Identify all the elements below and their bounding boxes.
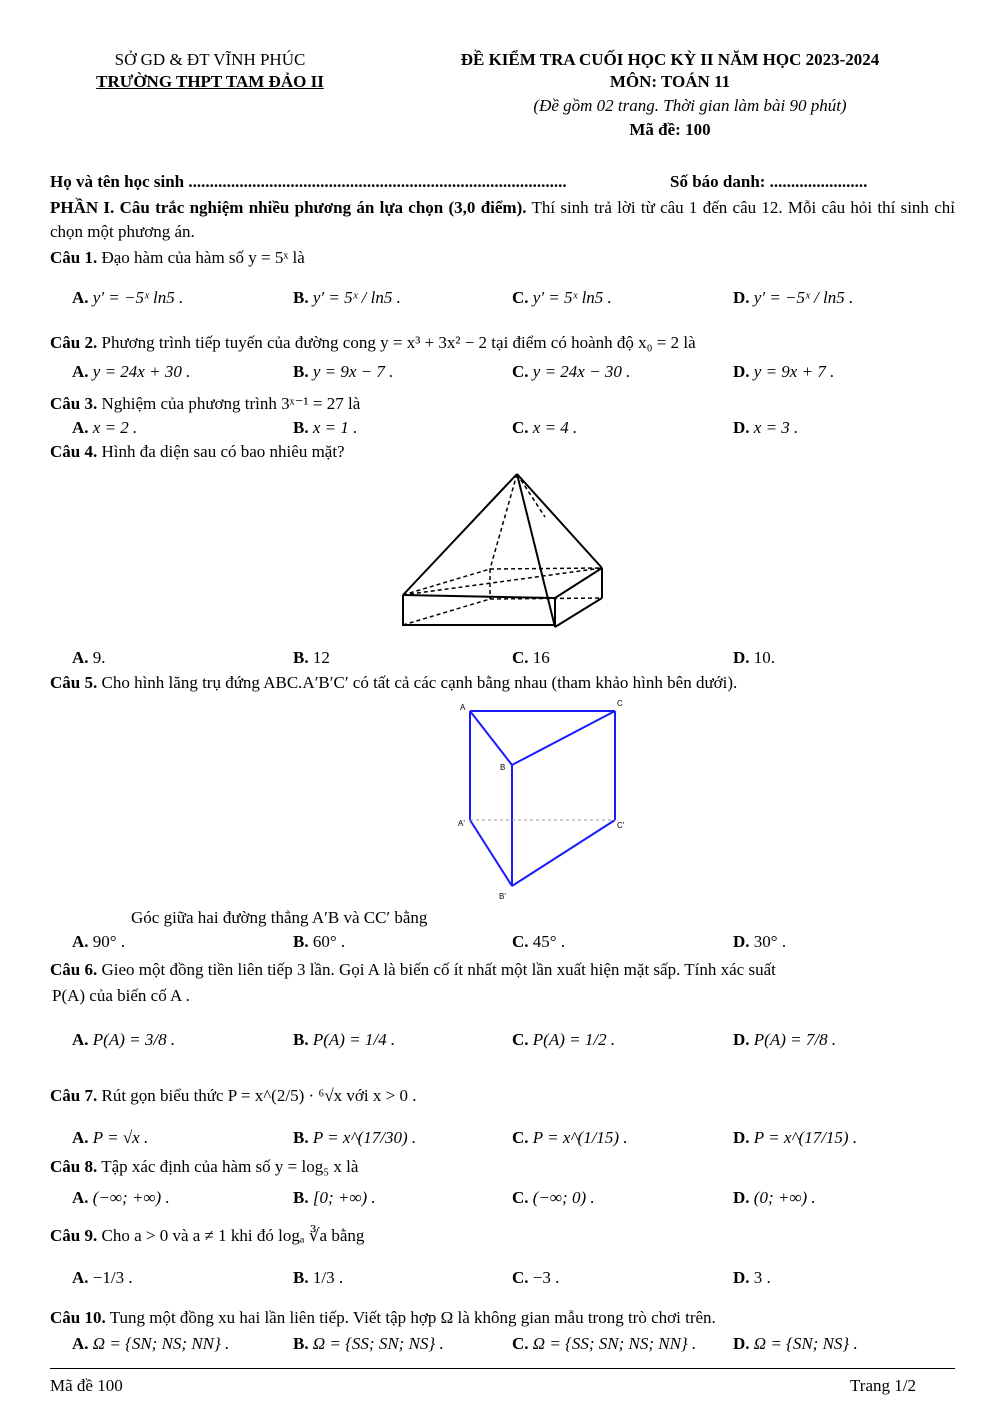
exam-title: ĐỀ KIỂM TRA CUỐI HỌC KỲ II NĂM HỌC 2023-2024 [460,50,880,69]
question-4 [50,442,345,462]
option-b[interactable]: B. 1/3 . [293,1268,344,1287]
question-6-line2: P(A) của biến cố A . [52,986,190,1005]
question-10 [50,1308,716,1328]
vertex-label-a: A [460,703,466,712]
option-c[interactable]: C. Ω = {SS; SN; NS; NN} . [512,1334,697,1353]
question-6-options [0,1030,1000,1054]
option-b[interactable]: B. y′ = 5ˣ / ln5 . [293,288,401,307]
exam-code: Mã đề: 100 [629,120,711,139]
option-d[interactable]: D. x = 3 . [733,418,799,437]
footer-divider [50,1368,955,1369]
option-c[interactable]: C. (−∞; 0) . [512,1188,595,1207]
question-2-options [0,362,1000,386]
question-9-options [0,1268,1000,1292]
vertex-label-b: B [500,763,506,772]
question-number: Câu 3. [50,394,98,413]
prism-figure [450,698,640,903]
school-name: TRƯỜNG THPT TAM ĐẢO II [96,72,324,91]
option-d[interactable]: D. 3 . [733,1268,771,1287]
question-7 [50,1086,416,1106]
vertex-label-a1: A' [458,819,465,828]
option-d[interactable]: D. y′ = −5ˣ / ln5 . [733,288,854,307]
question-text: Tung một đồng xu hai lần liên tiếp. Viết tập hợp Ω là không gian mẫu trong trò chơi trên. [109,1308,716,1327]
student-name-line: Họ và tên học sinh ......................................................................................... [50,172,567,191]
question-number: Câu 7. [50,1086,98,1105]
question-number: Câu 4. [50,442,98,461]
question-number: Câu 6. [50,960,98,979]
question-text: Nghiệm của phương trình 3ˣ⁻¹ = 27 là [101,394,361,413]
dept-name: SỞ GD & ĐT VĨNH PHÚC [114,50,306,69]
question-5 [50,673,737,693]
question-text: Đạo hàm của hàm số y = 5ˣ là [101,248,305,267]
option-c[interactable]: C. y = 24x − 30 . [512,362,631,381]
option-d[interactable]: D. P = x^(17/15) . [733,1128,858,1147]
option-a[interactable]: A. x = 2 . [72,418,138,437]
question-5-options [0,932,1000,956]
option-a[interactable]: A. y = 24x + 30 . [72,362,191,381]
option-a[interactable]: A. y′ = −5ˣ ln5 . [72,288,184,307]
option-d[interactable]: D. 30° . [733,932,787,951]
question-9 [50,1226,364,1246]
vertex-label-c1: C' [617,821,625,830]
question-number: Câu 5. [50,673,98,692]
question-8-options [0,1188,1000,1212]
vertex-label-c: C [617,699,623,708]
question-number: Câu 1. [50,248,98,267]
question-1 [50,248,305,268]
option-a[interactable]: A. P = √x . [72,1128,149,1147]
question-4-options [0,648,1000,672]
question-text: Rút gọn biểu thức P = x^(2/5) · ⁶√x với x > 0 . [101,1086,417,1105]
exam-note: (Đề gồm 02 trang. Thời gian làm bài 90 phút) [533,96,847,115]
footer-page-number: Trang 1/2 [850,1376,916,1395]
option-b[interactable]: B. 12 [293,648,330,667]
question-8 [50,1157,358,1177]
question-number: Câu 8. [50,1157,98,1176]
question-text: Tập xác định của hàm số y = log₅ x là [101,1157,359,1176]
option-a[interactable]: A. (−∞; +∞) . [72,1188,170,1207]
option-c[interactable]: C. y′ = 5ˣ ln5 . [512,288,612,307]
question-6 [50,958,955,982]
option-a[interactable]: A. P(A) = 3/8 . [72,1030,176,1049]
option-a[interactable]: A. 9. [72,648,106,667]
option-c[interactable]: C. P = x^(1/15) . [512,1128,628,1147]
question-text: Gieo một đồng tiền liên tiếp 3 lần. Gọi A là biến cố ít nhất một lần xuất hiện mặt sấp. Tính xác suất [101,960,776,979]
option-b[interactable]: B. P(A) = 1/4 . [293,1030,396,1049]
question-3 [50,394,360,414]
part1-heading [50,196,955,244]
option-c[interactable]: C. −3 . [512,1268,560,1287]
vertex-label-b1: B' [499,892,506,901]
question-2 [50,333,696,353]
exam-subject: MÔN: TOÁN 11 [609,72,731,91]
option-b[interactable]: B. [0; +∞) . [293,1188,376,1207]
option-d[interactable]: D. (0; +∞) . [733,1188,816,1207]
option-c[interactable]: C. 45° . [512,932,566,951]
footer-exam-code: Mã đề 100 [50,1376,123,1395]
option-a[interactable]: A. Ω = {SN; NS; NN} . [72,1334,230,1353]
option-b[interactable]: B. y = 9x − 7 . [293,362,394,381]
question-number: Câu 9. [50,1226,98,1245]
option-c[interactable]: C. P(A) = 1/2 . [512,1030,616,1049]
option-b[interactable]: B. 60° . [293,932,346,951]
question-7-options [0,1128,1000,1152]
student-id-line: Số báo danh: ....................... [670,172,868,191]
question-text: Hình đa diện sau có bao nhiêu mặt? [101,442,345,461]
option-d[interactable]: D. Ω = {SN; NS} . [733,1334,858,1353]
question-1-options [0,288,1000,312]
question-3-options [0,418,1000,442]
option-b[interactable]: B. x = 1 . [293,418,358,437]
option-b[interactable]: B. Ω = {SS; SN; NS} . [293,1334,444,1353]
polyhedron-figure [395,462,610,637]
option-a[interactable]: A. 90° . [72,932,126,951]
part1-title: PHẦN I. Câu trắc nghiệm nhiều phương án lựa chọn (3,0 điểm). [50,198,527,217]
question-text: Phương trình tiếp tuyến của đường cong y = x³ + 3x² − 2 tại điểm có hoành độ x₀ = 2 là [101,333,696,352]
option-d[interactable]: D. 10. [733,648,776,667]
option-d[interactable]: D. P(A) = 7/8 . [733,1030,837,1049]
option-b[interactable]: B. P = x^(17/30) . [293,1128,417,1147]
option-d[interactable]: D. y = 9x + 7 . [733,362,835,381]
part1-instructions: Thí sinh trả lời từ câu 1 đến câu 12. Mỗi câu hỏi thí sinh chỉ chọn một phương án. [50,198,955,241]
question-10-options [0,1334,1000,1358]
question-text: Cho hình lăng trụ đứng ABC.A′B′C′ có tất cả các cạnh bằng nhau (tham khảo hình bên dưới). [101,673,738,692]
option-a[interactable]: A. −1/3 . [72,1268,133,1287]
question-5-subtext: Góc giữa hai đường thẳng A′B và CC′ bằng [131,908,428,927]
option-c[interactable]: C. 16 [512,648,550,667]
option-c[interactable]: C. x = 4 . [512,418,578,437]
question-number: Câu 2. [50,333,98,352]
question-number: Câu 10. [50,1308,106,1327]
question-text: Cho a > 0 và a ≠ 1 khi đó logₐ ∛a bằng [101,1226,365,1245]
